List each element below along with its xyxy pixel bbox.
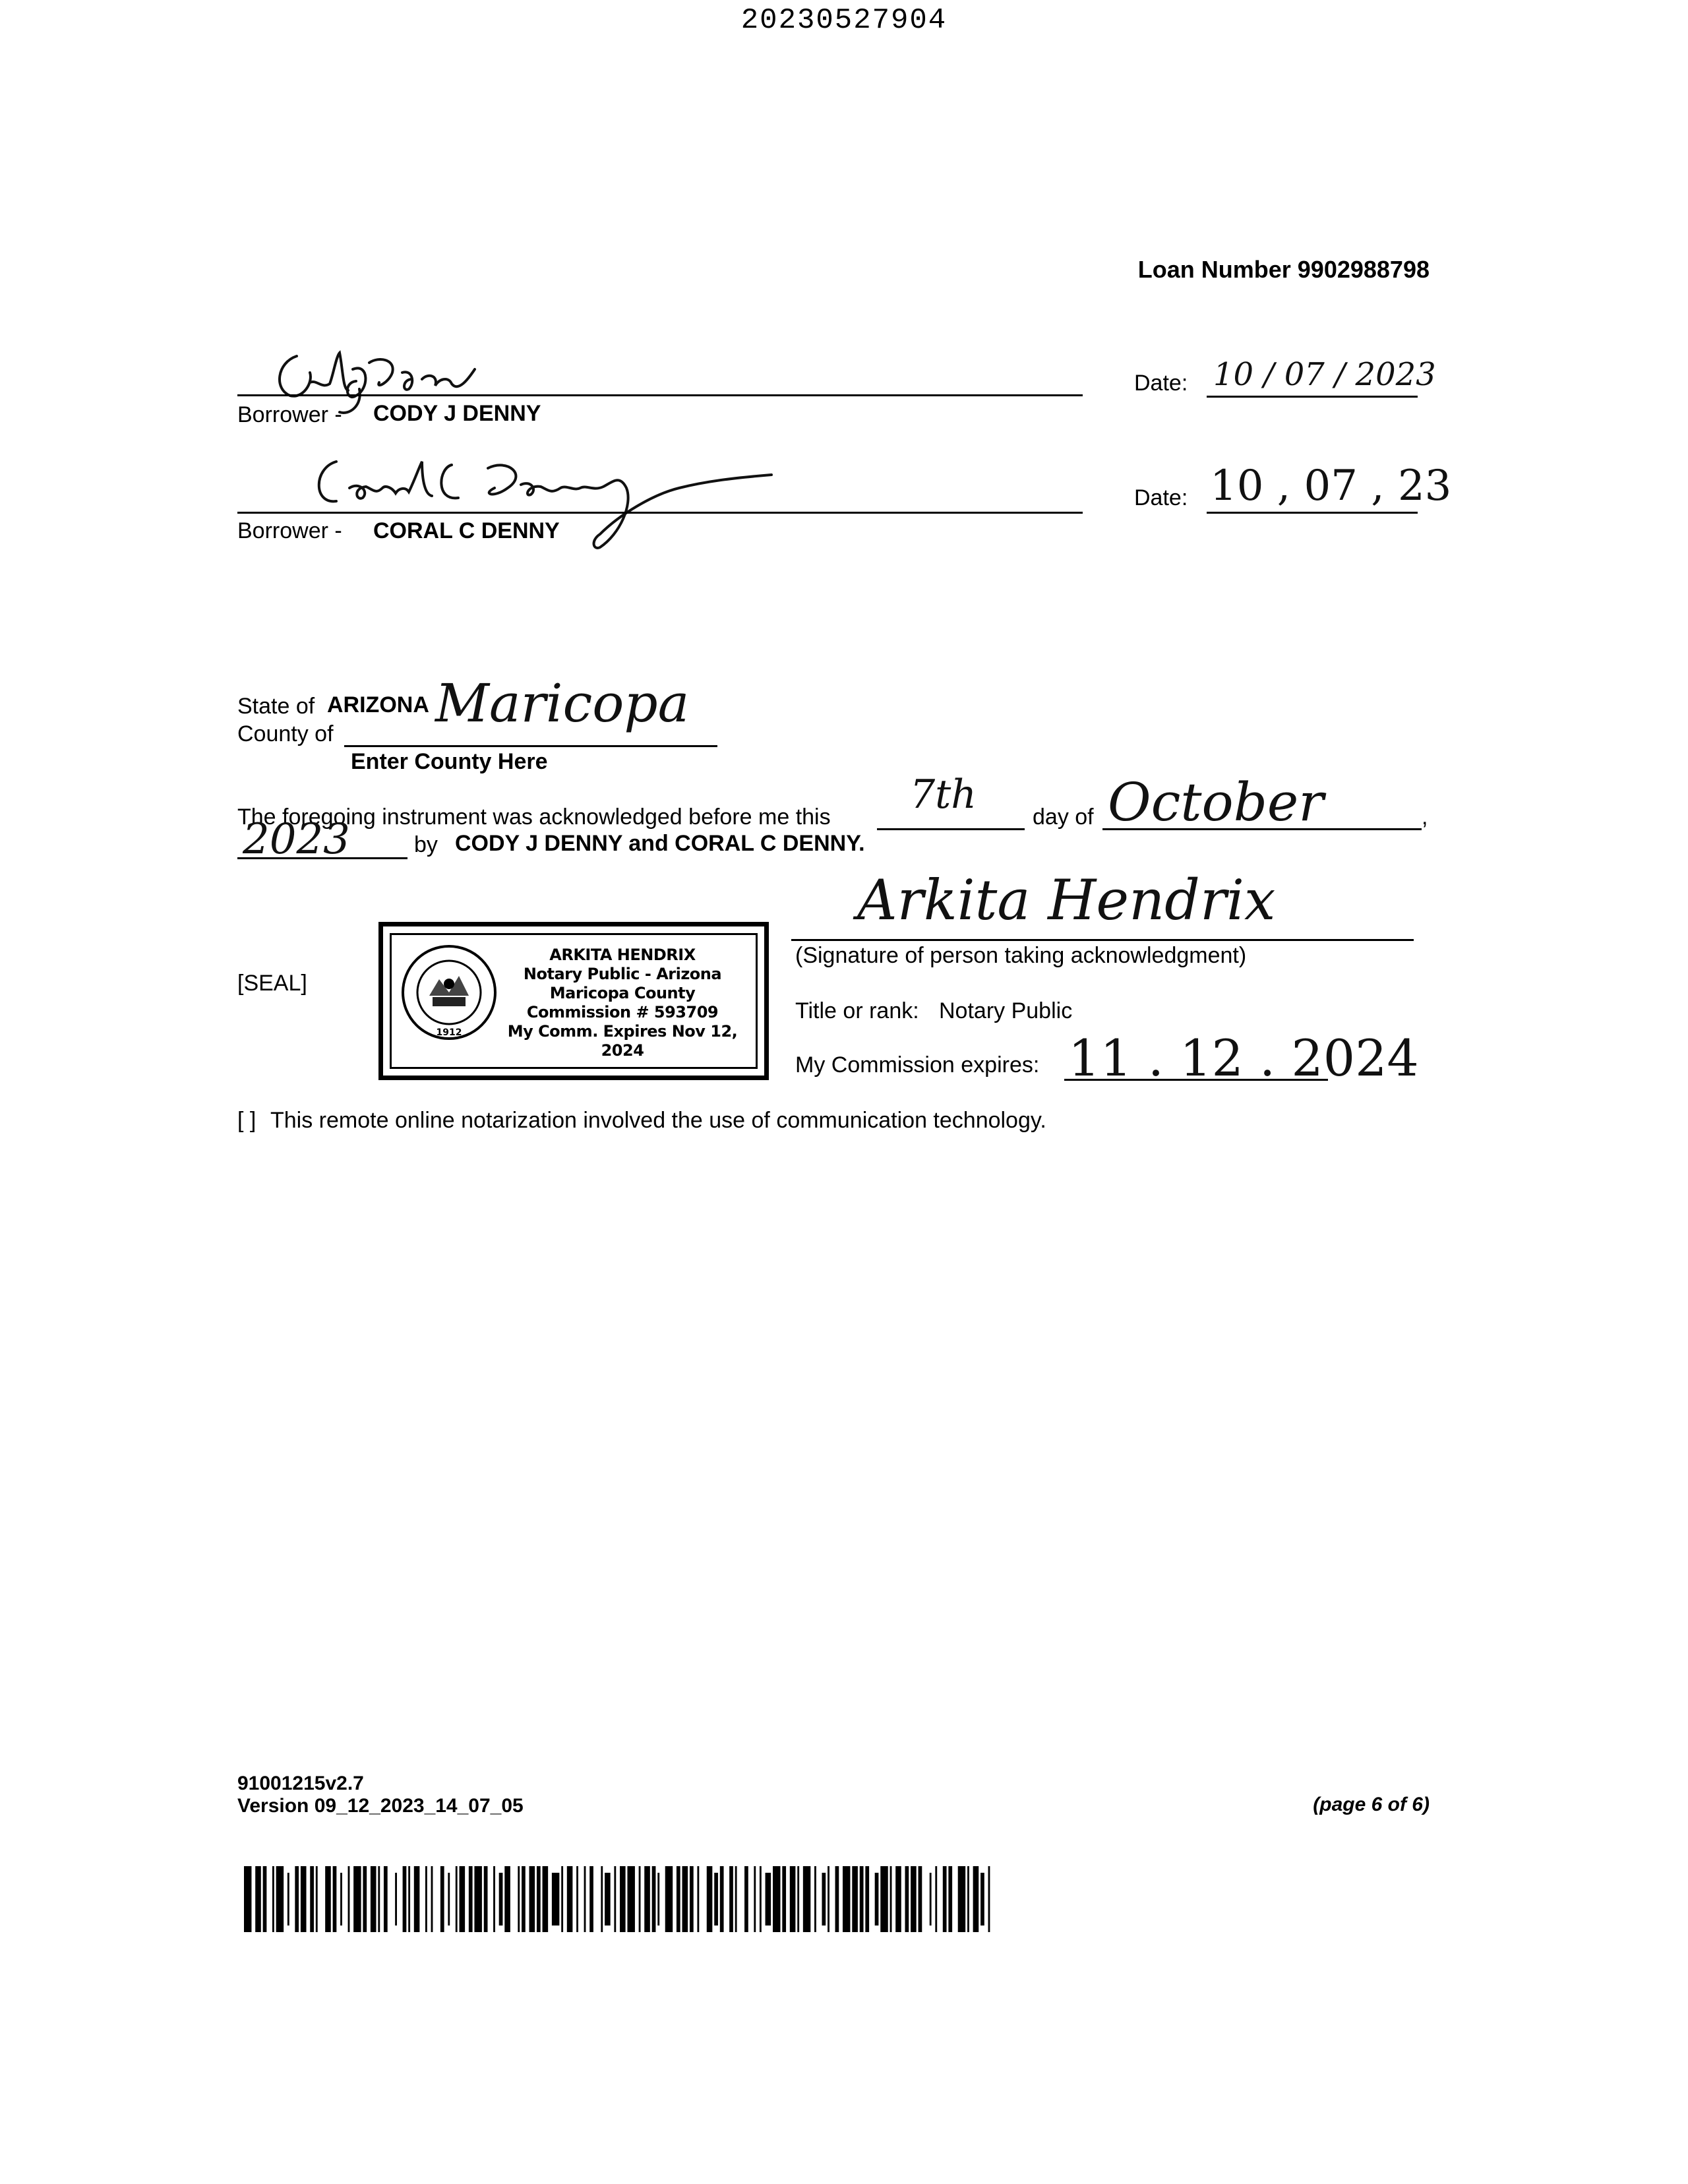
barcode-bar — [371, 1866, 377, 1932]
barcode-bar — [973, 1866, 979, 1932]
barcode-bar — [408, 1866, 410, 1932]
barcode-bar — [967, 1866, 969, 1932]
barcode-bar — [529, 1866, 535, 1932]
barcode-bar — [518, 1866, 520, 1932]
parties: CODY J DENNY and CORAL C DENNY. — [455, 831, 865, 856]
day-value: 7th — [910, 772, 977, 818]
barcode-bar — [697, 1866, 699, 1932]
borrower-2-date-value: 10 , 07 , 23 — [1210, 462, 1452, 510]
remote-checkbox[interactable]: [ ] — [237, 1108, 256, 1133]
barcode-bar — [754, 1866, 756, 1932]
barcode-bar — [499, 1873, 503, 1926]
county-label: County of — [237, 721, 334, 746]
day-of-label: day of — [1033, 804, 1094, 830]
barcode-bar — [790, 1866, 796, 1932]
barcode-bar — [255, 1866, 261, 1932]
barcode-bar — [469, 1866, 473, 1932]
borrower-2-label: Borrower - — [237, 518, 342, 543]
barcode-bar — [644, 1866, 650, 1932]
signature-caption: (Signature of person taking acknowledgment) — [795, 943, 1247, 968]
barcode-bar — [852, 1866, 858, 1932]
barcode-bar — [325, 1866, 331, 1932]
barcode-bar — [911, 1866, 917, 1932]
seal-label: [SEAL] — [237, 971, 307, 996]
barcode-bar — [378, 1866, 380, 1932]
county-line — [344, 745, 717, 747]
barcode-bar — [484, 1866, 488, 1932]
barcode-bar — [460, 1866, 466, 1932]
stamp-line-2: Notary Public - Arizona — [523, 965, 722, 983]
barcode-bar — [835, 1866, 839, 1932]
day-line — [877, 828, 1025, 830]
commission-value: 11 . 12 . 2024 — [1068, 1029, 1419, 1087]
barcode-bar — [620, 1866, 626, 1932]
barcode-bar — [333, 1866, 337, 1932]
barcode-bar — [272, 1866, 274, 1932]
barcode-bar — [605, 1873, 611, 1926]
barcode-bar — [690, 1866, 694, 1932]
barcode-bar — [822, 1873, 826, 1926]
barcode-bar — [474, 1866, 481, 1932]
barcode-bar — [720, 1866, 724, 1932]
barcode-bar — [363, 1866, 367, 1932]
title-label: Title or rank: — [795, 998, 919, 1023]
barcode-bar — [537, 1866, 541, 1932]
stamp-text — [491, 946, 754, 1060]
recording-number: 20230527904 — [740, 4, 948, 37]
barcode-bar — [425, 1866, 427, 1932]
year-value: 2023 — [243, 815, 350, 864]
barcode-bar — [905, 1866, 909, 1932]
barcode-bar — [340, 1873, 342, 1926]
by-text: by — [414, 832, 438, 857]
barcode-bar — [348, 1866, 350, 1932]
barcode-bar — [353, 1866, 361, 1932]
acknowledgment-text: The foregoing instrument was acknowledged before me this — [237, 804, 831, 830]
commission-label: My Commission expires: — [795, 1052, 1040, 1077]
borrower-2-date-line — [1207, 512, 1418, 514]
barcode-bar — [652, 1866, 656, 1932]
barcode-bar — [493, 1866, 495, 1932]
state-value: ARIZONA — [327, 692, 429, 717]
stamp-line-3: Maricopa County — [549, 984, 696, 1002]
barcode-bar — [522, 1866, 526, 1932]
barcode-bar — [244, 1866, 251, 1932]
barcode-bar — [440, 1866, 444, 1932]
barcode-bar — [880, 1866, 888, 1932]
version-text: Version 09_12_2023_14_07_05 — [237, 1795, 524, 1817]
barcode-bar — [935, 1866, 937, 1932]
notary-stamp — [378, 922, 769, 1080]
borrower-1-date-value: 10 / 07 / 2023 — [1213, 356, 1436, 393]
barcode-bar — [561, 1866, 563, 1932]
barcode-bar — [310, 1866, 314, 1932]
borrower-1-name: CODY J DENNY — [373, 401, 541, 426]
notary-signature-line — [791, 939, 1414, 941]
barcode-bar — [657, 1873, 659, 1926]
barcode-bar — [316, 1866, 318, 1932]
form-number: 91001215v2.7 — [237, 1773, 364, 1794]
barcode-bar — [814, 1866, 816, 1932]
barcode-bar — [943, 1866, 947, 1932]
state-label: State of — [237, 694, 315, 719]
barcode-bar — [456, 1866, 458, 1932]
borrower-1-label: Borrower - — [237, 402, 342, 427]
barcode-bar — [735, 1866, 737, 1932]
county-hint: Enter County Here — [351, 749, 548, 774]
barcode-bar — [729, 1866, 733, 1932]
barcode-bar — [567, 1866, 573, 1932]
stamp-line-1: ARKITA HENDRIX — [549, 946, 696, 964]
month-value: October — [1108, 772, 1324, 833]
barcode-bar — [707, 1866, 713, 1932]
barcode-bar — [295, 1866, 299, 1932]
barcode-bar — [395, 1873, 397, 1926]
barcode-bar — [431, 1866, 433, 1932]
barcode-bar — [614, 1866, 616, 1932]
barcode-bar — [980, 1873, 984, 1926]
barcode-bar — [384, 1866, 388, 1932]
barcode-bar — [744, 1866, 748, 1932]
barcode-bar — [301, 1866, 307, 1932]
barcode-bar — [403, 1866, 407, 1932]
barcode-bar — [803, 1866, 810, 1932]
barcode-bar — [760, 1866, 762, 1932]
borrower-2-name: CORAL C DENNY — [373, 518, 560, 543]
barcode-bar — [543, 1866, 549, 1932]
barcode-bar — [919, 1866, 922, 1932]
arizona-seal-emblem — [400, 943, 498, 1042]
barcode-bar — [627, 1866, 634, 1932]
barcode-bar — [714, 1873, 718, 1926]
county-value: Maricopa — [435, 673, 690, 734]
barcode-bar — [677, 1866, 680, 1932]
barcode-bar — [276, 1866, 284, 1932]
seal-year: 1912 — [436, 1027, 462, 1038]
barcode-bar — [552, 1873, 559, 1926]
barcode-bar — [782, 1866, 786, 1932]
barcode-bar — [682, 1866, 688, 1932]
barcode-bar — [504, 1866, 510, 1932]
barcode-bar — [639, 1866, 641, 1932]
remote-notarization-text: This remote online notarization involved the use of communication technology. — [270, 1108, 1046, 1133]
barcode-bar — [860, 1866, 864, 1932]
barcode-bar — [988, 1866, 990, 1932]
borrower-2-signature-line — [237, 512, 1083, 514]
barcode-bar — [448, 1873, 450, 1926]
comma: , — [1422, 804, 1428, 830]
barcode-bar — [895, 1866, 901, 1932]
barcode-bar — [414, 1866, 420, 1932]
barcode-bar — [287, 1873, 289, 1926]
barcode-bar — [958, 1866, 965, 1932]
borrower-2-date-label: Date: — [1134, 485, 1188, 510]
barcode-bar — [890, 1866, 892, 1932]
document-barcode — [244, 1866, 996, 1932]
barcode-bar — [766, 1873, 771, 1926]
barcode-bar — [828, 1866, 829, 1932]
barcode-bar — [797, 1866, 799, 1932]
barcode-bar — [843, 1866, 850, 1932]
barcode-bar — [875, 1873, 879, 1926]
title-value: Notary Public — [939, 998, 1073, 1023]
barcode-bar — [263, 1866, 267, 1932]
barcode-bar — [589, 1866, 593, 1932]
borrower-1-date-line — [1207, 396, 1418, 398]
barcode-bar — [584, 1866, 586, 1932]
barcode-bar — [576, 1866, 578, 1932]
stamp-line-5: My Comm. Expires Nov 12, 2024 — [507, 1022, 738, 1060]
borrower-1-signature-line — [237, 394, 1083, 396]
borrower-1-date-label: Date: — [1134, 371, 1188, 396]
loan-number: Loan Number 9902988798 — [1137, 256, 1430, 283]
barcode-bar — [601, 1866, 603, 1932]
barcode-bar — [865, 1866, 869, 1932]
barcode-bar — [773, 1866, 780, 1932]
notary-signature: Arkita Hendrix — [857, 868, 1276, 932]
page-indicator: (page 6 of 6) — [1313, 1794, 1430, 1815]
stamp-line-4: Commission # 593709 — [526, 1003, 719, 1021]
barcode-bar — [948, 1866, 952, 1932]
barcode-bar — [930, 1873, 932, 1926]
barcode-bar — [665, 1866, 673, 1932]
